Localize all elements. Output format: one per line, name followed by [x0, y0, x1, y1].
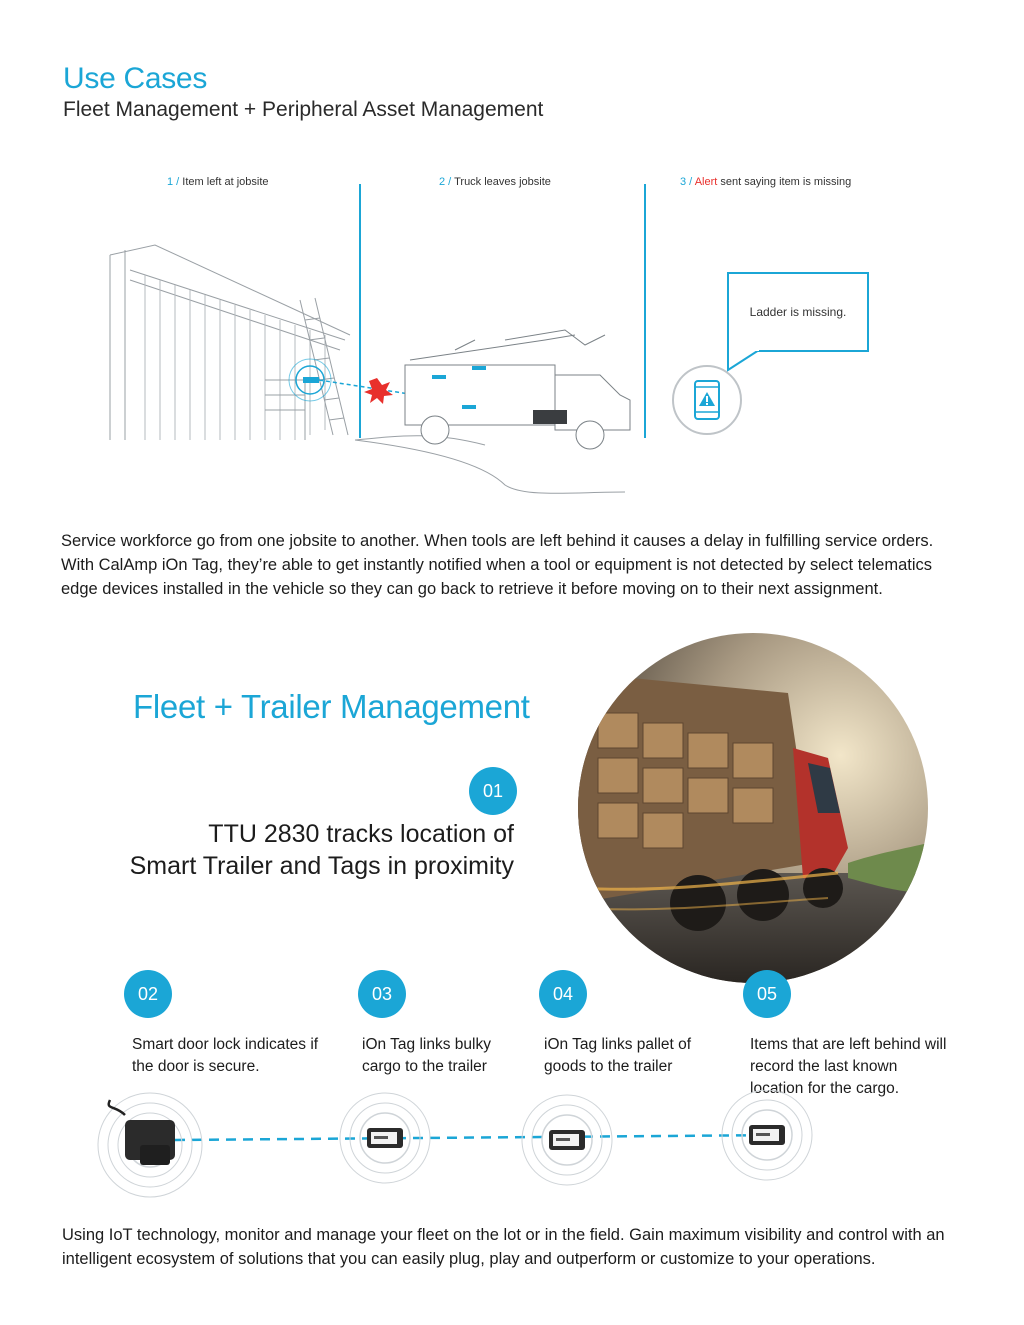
headline-line-2: Smart Trailer and Tags in proximity	[129, 852, 514, 880]
step-05-text: Items that are left behind will record the last known location for the cargo.	[750, 1036, 947, 1097]
device-chain-diagram	[95, 1090, 835, 1205]
badge-03: 03	[358, 970, 406, 1018]
headline	[130, 818, 514, 882]
step-text: sent saying item is missing	[717, 176, 852, 188]
step-02-text: Smart door lock indicates if the door is secure.	[132, 1036, 319, 1075]
jobsite-illustration	[105, 240, 645, 500]
section-title: Fleet + Trailer Management	[133, 688, 530, 725]
badge-01: 01	[469, 767, 517, 815]
phone-icon	[693, 379, 721, 421]
alert-word: Alert	[694, 176, 718, 188]
description-paragraph: Service workforce go from one jobsite to another. When tools are left behind it causes a delay in fulfilling service orders. With CalAmp iOn Tag, they’re able to get instantly notified when a tool or equipment is not detected by select telematics edge devices installed in the vehicle so they can go back to retrieve it before moving on to their next assignment.	[61, 532, 934, 598]
step-number: 2 /	[439, 176, 452, 188]
page-title: Use Cases	[63, 62, 208, 95]
bubble-tail	[727, 348, 777, 372]
step-03-text: iOn Tag links bulky cargo to the trailer	[362, 1036, 491, 1075]
step-text: Item left at jobsite	[182, 176, 269, 188]
headline-line-1: TTU 2830 tracks location of	[208, 820, 514, 848]
alert-message-bubble: Ladder is missing.	[727, 272, 869, 352]
closing-paragraph: Using IoT technology, monitor and manage your fleet on the lot or in the field. Gain maximum visibility and control with an intelligent ecosystem of solutions that you can easily plug, play and outperform or customize to your operations.	[62, 1226, 945, 1268]
badge-04: 04	[539, 970, 587, 1018]
badge-05: 05	[743, 970, 791, 1018]
step-label-2	[439, 176, 551, 188]
ttu-device-icon	[98, 1093, 202, 1197]
step-number: 1 /	[167, 176, 180, 188]
step-number: 3 /	[680, 176, 693, 188]
step-label-1	[167, 176, 269, 188]
step-text: Truck leaves jobsite	[454, 176, 551, 188]
ion-tag-icon-3	[722, 1090, 812, 1180]
badge-02: 02	[124, 970, 172, 1018]
truck-photo	[578, 633, 928, 983]
phone-alert-icon	[672, 365, 742, 435]
step-label-3	[680, 176, 851, 188]
ion-tag-icon-2	[522, 1095, 612, 1185]
step-04-text: iOn Tag links pallet of goods to the trailer	[544, 1036, 692, 1075]
page-subtitle: Fleet Management + Peripheral Asset Management	[63, 98, 544, 121]
